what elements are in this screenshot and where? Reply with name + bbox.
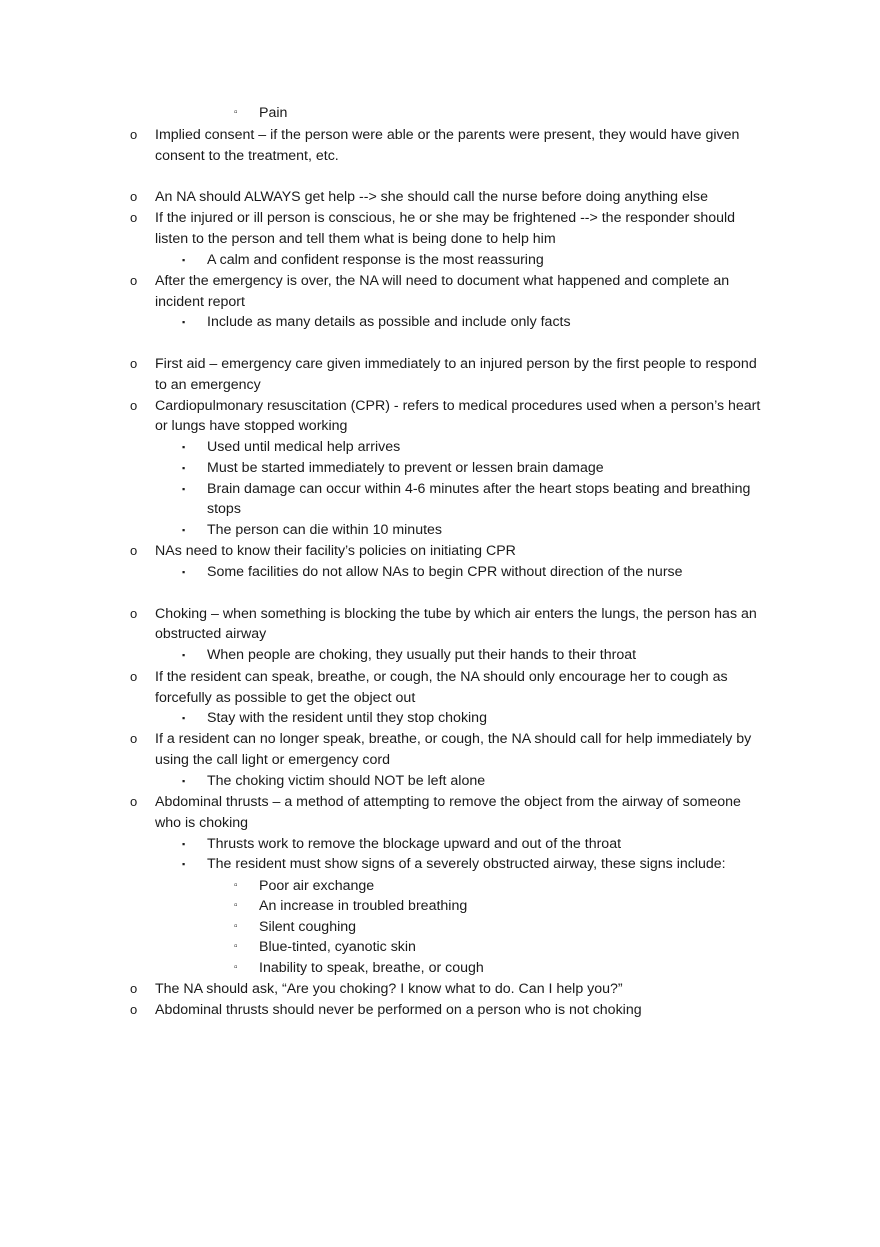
list-item-continuation: using the call light or emergency cord [155,752,391,768]
list-item: Silent coughing [259,919,357,935]
list-item: A calm and confident response is the most reassuring [207,252,544,268]
list-item: Used until medical help arrives [207,439,401,455]
list-item: Pain [259,105,288,121]
list-item: Some facilities do not allow NAs to begin CPR without direction of the nurse [207,564,683,580]
list-item: Abdominal thrusts – a method of attempting to remove the object from the airway of someone [155,794,741,810]
list-item: Choking – when something is blocking the tube by which air enters the lungs, the person has an [155,606,757,622]
list-item: Thrusts work to remove the blockage upward and out of the throat [207,836,622,852]
bullet-level1: o [130,669,138,684]
bullet-level2: ▪ [182,776,186,786]
bullet-level1: o [130,606,138,621]
bullet-level1: o [130,981,138,996]
bullet-level1: o [130,398,138,413]
bullet-level1: o [130,127,138,142]
bullet-level2: ▪ [182,567,186,577]
bullet-level2: ▪ [182,484,186,494]
list-item: An NA should ALWAYS get help --> she should call the nurse before doing anything else [155,189,708,205]
bullet-level3: ▫ [234,921,238,932]
list-item-continuation: to an emergency [155,377,261,393]
bullet-level1: o [130,189,138,204]
list-item: If the resident can speak, breathe, or cough, the NA should only encourage her to cough as [155,669,728,685]
list-item: If the injured or ill person is conscious, he or she may be frightened --> the responder should [155,210,736,226]
bullet-level1: o [130,794,138,809]
list-item: Abdominal thrusts should never be performed on a person who is not choking [155,1002,642,1018]
bullet-level2: ▪ [182,255,186,265]
list-item: An increase in troubled breathing [259,898,468,914]
list-item: Implied consent – if the person were able or the parents were present, they would have given [155,127,740,143]
list-item-continuation: obstructed airway [155,626,267,642]
bullet-level1: o [130,273,138,288]
bullet-level1: o [130,731,138,746]
list-item-continuation: or lungs have stopped working [155,418,348,434]
list-item: The person can die within 10 minutes [207,522,443,538]
list-item: Inability to speak, breathe, or cough [259,960,484,976]
list-item-continuation: listen to the person and tell them what is being done to help him [155,231,556,247]
bullet-level3: ▫ [234,107,238,118]
list-item: Must be started immediately to prevent or lessen brain damage [207,460,604,476]
list-item: Include as many details as possible and include only facts [207,314,571,330]
list-item: Cardiopulmonary resuscitation (CPR) - refers to medical procedures used when a person’s heart [155,398,761,414]
list-item-continuation: stops [207,501,241,517]
bullet-level3: ▫ [234,900,238,911]
list-item: The choking victim should NOT be left alone [207,773,486,789]
list-item: After the emergency is over, the NA will need to document what happened and complete an [155,273,730,289]
bullet-level1: o [130,356,138,371]
list-item: When people are choking, they usually put their hands to their throat [207,647,637,663]
bullet-level2: ▪ [182,442,186,452]
list-item-continuation: forcefully as possible to get the object out [155,690,416,706]
bullet-level2: ▪ [182,859,186,869]
list-item: NAs need to know their facility’s policies on initiating CPR [155,543,516,559]
list-item: Brain damage can occur within 4-6 minutes after the heart stops beating and breathing [207,481,751,497]
bullet-level2: ▪ [182,525,186,535]
list-item: First aid – emergency care given immediately to an injured person by the first people to respond [155,356,757,372]
list-item: Stay with the resident until they stop choking [207,710,487,726]
list-item: Blue-tinted, cyanotic skin [259,939,416,955]
list-item: If a resident can no longer speak, breathe, or cough, the NA should call for help immediately by [155,731,752,747]
bullet-level1: o [130,210,138,225]
bullet-level2: ▪ [182,463,186,473]
list-item: The resident must show signs of a severely obstructed airway, these signs include: [207,856,726,872]
list-item: Poor air exchange [259,878,375,894]
bullet-level2: ▪ [182,713,186,723]
list-item-continuation: incident report [155,294,245,310]
bullet-level2: ▪ [182,839,186,849]
list-item-continuation: consent to the treatment, etc. [155,148,339,164]
list-item-continuation: who is choking [155,815,249,831]
bullet-level1: o [130,1002,138,1017]
bullet-level1: o [130,543,138,558]
bullet-level3: ▫ [234,962,238,973]
list-item: The NA should ask, “Are you choking? I know what to do. Can I help you?” [155,981,623,997]
bullet-level3: ▫ [234,941,238,952]
bullet-level2: ▪ [182,650,186,660]
bullet-level2: ▪ [182,317,186,327]
bullet-level3: ▫ [234,880,238,891]
